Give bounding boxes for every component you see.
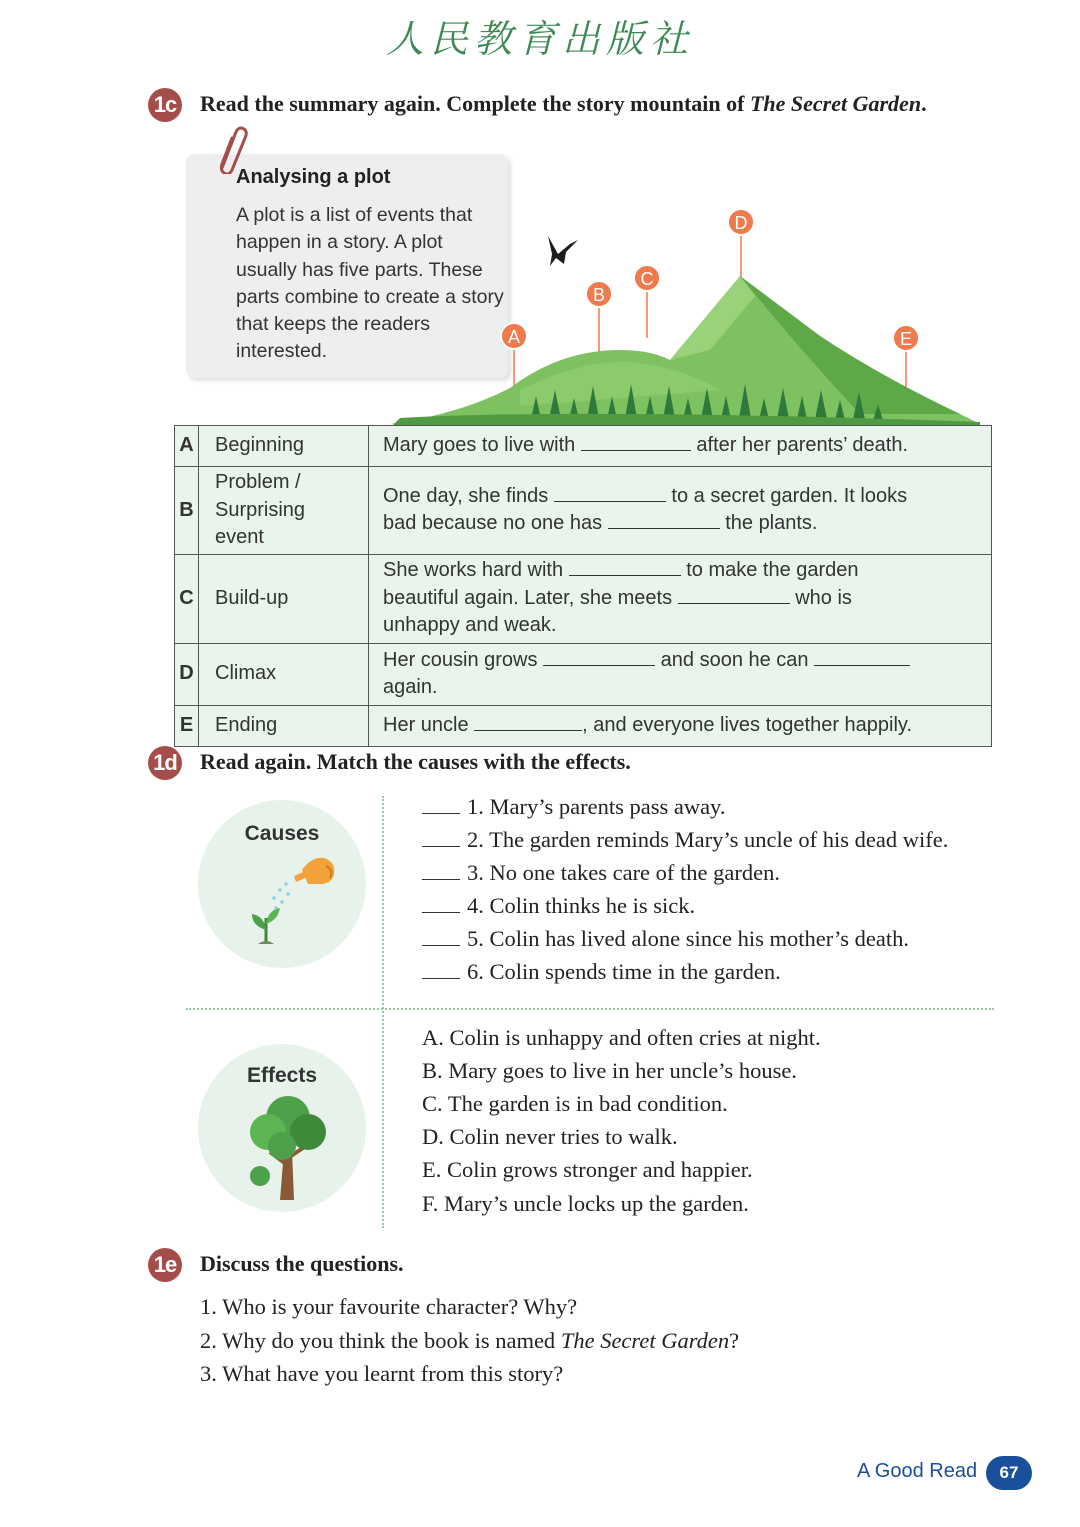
answer-blank[interactable] <box>569 557 681 576</box>
question-2: 2. Why do you think the book is named The Secret Garden? <box>200 1328 740 1353</box>
effects-circle <box>198 1044 366 1212</box>
list-item: 6. Colin spends time in the garden. <box>422 959 781 985</box>
row-key: E <box>175 705 199 746</box>
row-part: Build-up <box>199 554 369 643</box>
instruction-1c <box>200 91 927 117</box>
question-3: 3. What have you learnt from this story? <box>200 1361 564 1386</box>
story-mountain-table <box>174 425 992 747</box>
svg-text:A: A <box>507 327 521 347</box>
row-key: C <box>175 554 199 643</box>
tip-body: A plot is a list of events that happen in a story. A plot usually has five parts. These parts combine to create a story that keeps the readers interested. <box>236 204 504 363</box>
instruction-1c-end: . <box>921 91 927 116</box>
marker-d <box>728 209 754 235</box>
answer-blank[interactable] <box>554 483 666 502</box>
book-title: The Secret Garden <box>749 91 922 116</box>
instruction-1c-text: Read the summary again. Complete the story mountain of <box>200 91 750 116</box>
answer-blank[interactable] <box>543 647 655 666</box>
row-text: Mary goes to live with after her parents’ death. <box>369 426 992 467</box>
section-badge-1e: 1e <box>148 1248 182 1282</box>
answer-blank[interactable] <box>422 896 460 913</box>
bird-icon <box>548 236 578 266</box>
story-mountain-illustration <box>380 200 1000 428</box>
svg-text:B: B <box>592 285 606 305</box>
table-row <box>175 426 992 467</box>
section-badge-1c: 1c <box>148 88 182 122</box>
row-key: B <box>175 467 199 555</box>
instruction-1e: Discuss the questions. <box>200 1251 404 1276</box>
table-row <box>175 467 992 555</box>
list-item: 4. Colin thinks he is sick. <box>422 893 695 919</box>
marker-b <box>586 281 612 307</box>
answer-blank[interactable] <box>814 647 910 666</box>
answer-blank[interactable] <box>422 797 460 814</box>
marker-e <box>893 325 919 351</box>
answer-blank[interactable] <box>422 929 460 946</box>
row-text: She works hard with to make the garden beautiful again. Later, she meets who is unhappy and weak. <box>369 554 992 643</box>
table-row <box>175 554 992 643</box>
list-item: D. Colin never tries to walk. <box>422 1124 678 1149</box>
list-item: 1. Mary’s parents pass away. <box>422 794 725 820</box>
effects-label: Effects <box>246 1064 318 1087</box>
row-key: A <box>175 426 199 467</box>
watering-can-icon <box>222 846 342 956</box>
list-item: B. Mary goes to live in her uncle’s house. <box>422 1058 797 1083</box>
causes-list <box>422 794 1002 994</box>
instruction-1d: Read again. Match the causes with the effects. <box>200 749 631 774</box>
answer-blank[interactable] <box>422 962 460 979</box>
list-item: 2. The garden reminds Mary’s uncle of his dead wife. <box>422 827 948 853</box>
list-item: 3. No one takes care of the garden. <box>422 860 780 886</box>
list-item: F. Mary’s uncle locks up the garden. <box>422 1191 749 1216</box>
question-1: 1. Who is your favourite character? Why? <box>200 1294 578 1319</box>
marker-a <box>501 323 527 349</box>
answer-blank[interactable] <box>422 830 460 847</box>
row-text: Her cousin grows and soon he can again. <box>369 643 992 705</box>
row-text: One day, she finds to a secret garden. It looks bad because no one has the plants. <box>369 467 992 555</box>
marker-c <box>634 265 660 291</box>
row-part: Climax <box>199 643 369 705</box>
vertical-divider <box>382 796 384 1228</box>
list-item: E. Colin grows stronger and happier. <box>422 1157 753 1182</box>
svg-text:C: C <box>640 269 654 289</box>
sprout-icon <box>252 908 280 944</box>
answer-blank[interactable] <box>678 585 790 604</box>
row-part: Ending <box>199 705 369 746</box>
effects-list <box>422 1025 982 1225</box>
answer-blank[interactable] <box>474 712 582 731</box>
tree-icon <box>222 1088 342 1202</box>
list-item: A. Colin is unhappy and often cries at night. <box>422 1025 821 1050</box>
causes-label: Causes <box>244 822 320 845</box>
list-item: C. The garden is in bad condition. <box>422 1091 728 1116</box>
answer-blank[interactable] <box>422 863 460 880</box>
list-item: 5. Colin has lived alone since his mother’s death. <box>422 926 909 952</box>
row-part: Problem / Surprising event <box>199 467 369 555</box>
table-row <box>175 643 992 705</box>
causes-circle <box>198 800 366 968</box>
row-part: Beginning <box>199 426 369 467</box>
answer-blank[interactable] <box>608 510 720 529</box>
section-badge-1d: 1d <box>148 746 182 780</box>
table-row <box>175 705 992 746</box>
svg-text:D: D <box>734 213 748 233</box>
unit-title: A Good Read <box>857 1460 978 1482</box>
page-number: 67 <box>986 1456 1032 1490</box>
publisher-header: 人民教育出版社 <box>385 17 694 61</box>
tip-title: Analysing a plot <box>236 166 391 188</box>
row-key: D <box>175 643 199 705</box>
horizontal-divider <box>186 1008 994 1010</box>
svg-text:E: E <box>899 329 913 349</box>
row-text: Her uncle , and everyone lives together happily. <box>369 705 992 746</box>
answer-blank[interactable] <box>581 432 691 451</box>
